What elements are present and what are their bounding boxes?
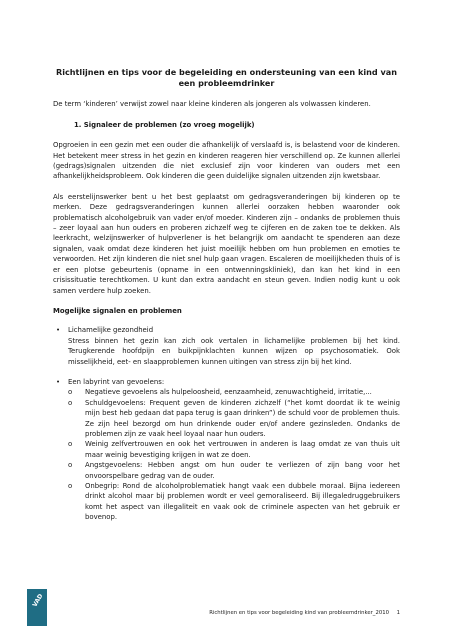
- list-item-feelings: [53, 377, 400, 523]
- circle-bullet-icon: o: [68, 388, 73, 397]
- circle-bullet-icon: o: [68, 398, 73, 407]
- feelings-sublist: [68, 387, 400, 522]
- bullet-icon: •: [56, 377, 61, 386]
- list-item: o Schuldgevoelens: Frequent geven de kinderen zichzelf (“het komt doordat ik te weinig mijn best heb gedaan dat papa terug is gaan drinken”) de schuld voor de problemen thuis. Ze zijn heel bezorgd om hun drinkende ouder en/of andere gezinsleden. Ondanks de problemen zijn ze vaak heel loyaal naar hun ouders.: [68, 398, 400, 438]
- logo-mark: VAD: [31, 592, 45, 609]
- section-1-heading: 1. Signaleer de problemen (zo vroeg mogelijk): [74, 120, 255, 129]
- document-title: Richtlijnen en tips voor de begeleiding en ondersteuning van een kind van een probleemdrinker: [55, 67, 397, 89]
- page-number: 1: [396, 610, 400, 616]
- page-footer: [120, 609, 400, 617]
- list-item: o Onbegrip: Rond de alcoholproblematiek hangt vaak een dubbele moraal. Bijna iedereen drinkt alcohol maar bij problemen wordt er veel gemoraliseerd. Bij illegaledruggebruikers komt het aspect van illegaliteit en vaak ook de criminele aspecten van het gebruik er bovenop.: [68, 482, 400, 522]
- circle-bullet-icon: o: [68, 482, 73, 490]
- list-item: o Weinig zelfvertrouwen en ook het vertrouwen in anderen is laag omdat ze van thuis uit maar weinig bevestiging krijgen in wat ze doen.: [68, 440, 400, 459]
- bullet-icon: •: [56, 326, 61, 335]
- list-item: o Angstgevoelens: Hebben angst om hun ouder te verliezen of zijn bang voor het onvoorspelbare gedrag van de ouder.: [68, 461, 400, 480]
- list-item: o Negatieve gevoelens als hulpeloosheid, eenzaamheid, zenuwachtigheid, irritatie,...: [68, 388, 372, 397]
- bullet-text: Stress binnen het gezin kan zich ook vertalen in lichamelijke problemen bij het kind. Terugkerende hoofdpijn en buikpijnklachten kunnen wijzen op psychosomatiek. Ook misselijkheid, eet- en slaapproblemen kunnen uitingen van stress zijn bij het kind.: [68, 336, 400, 366]
- footer-text: Richtlijnen en tips voor begeleiding kind van probleemdrinker_2010: [209, 610, 389, 616]
- document-body: [53, 67, 400, 533]
- list-item-physical-health: [53, 325, 400, 367]
- intro-paragraph: De term ‘kinderen’ verwijst zowel naar kleine kinderen als jongeren als volwassen kinderen.: [53, 100, 371, 109]
- circle-bullet-icon: o: [68, 461, 73, 470]
- paragraph-1: Opgroeien in een gezin met een ouder die afhankelijk of verslaafd is, is belastend voor de kinderen. Het betekent meer stress in het gezin en kinderen reageren hier verschillend op. Ze kunnen allerlei (gedrags)signalen uitzenden die niet exclusief zijn voor kinderen van ouders met een afhankelijkheidsprobleem. Ook kinderen die geen duidelijke signalen uitzenden zijn kwetsbaar.: [53, 141, 400, 181]
- bullet-title: Een labyrint van gevoelens:: [68, 377, 165, 386]
- bullet-title: Lichamelijke gezondheid: [68, 326, 154, 335]
- signals-list: [53, 325, 400, 522]
- vad-logo: [27, 589, 47, 626]
- signals-subheading: Mogelijke signalen en problemen: [53, 306, 182, 315]
- circle-bullet-icon: o: [68, 440, 73, 449]
- paragraph-2: Als eerstelijnswerker bent u het best geplaatst om gedragsveranderingen bij kinderen op te merken. Deze gedragsveranderingen kunnen allerlei oorzaken hebben waaronder ook problematisch alcoholgebruik van vader en/of moeder. Kinderen zijn – ondanks de problemen thuis – zeer loyaal aan hun ouders en proberen zichzelf weg te cijferen en de zaken toe te dekken. Als leerkracht, welzijnswerker of hulpverlener is het belangrijk om aandacht te spenderen aan deze signalen, vaak omdat deze kinderen het juist moeilijk hebben om hun problemen en emoties te verwoorden. Het zijn kinderen die niet snel hulp gaan vragen. Escaleren de moeilijkheden thuis of is er een plotse gebeurtenis (opname in een ontwenningskliniek), dan kan het kind in een crisissituatie terechtkomen. U kunt dan extra aandacht en steun geven. Indien nodig kunt u ook samen verdere hulp zoeken.: [53, 192, 400, 295]
